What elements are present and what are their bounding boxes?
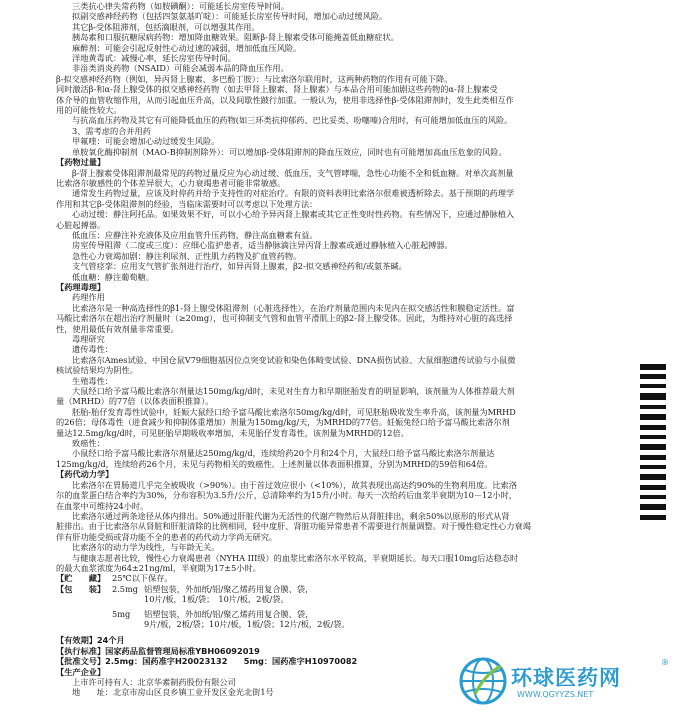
- section-heading: 【有效期】24个月: [56, 635, 125, 646]
- text-line: 同时激活β-和α-肾上腺受体的拟交感神经药物（如去甲肾上腺素、肾上腺素）与本品合用可能加剧这些药物的α-肾上腺素受: [56, 84, 498, 95]
- text-line: 其它β-受体阻滞剂，包括滴眼剂，可以增强其作用。: [72, 21, 260, 32]
- text-line: 急性心力衰竭加剧：静注利尿剂、正性肌力药物及扩血管药物。: [72, 250, 302, 261]
- text-line: 脏排出。由于比索洛尔从肾脏和肝脏清除的比例相同，轻中度肝、肾脏功能异常患者不需要进行剂量调整。对于慢性稳定性心力衰竭: [56, 521, 531, 532]
- text-line: 3、需考虑的合并用药: [72, 125, 151, 136]
- text-line: 的最大血浆浓度为64±21ng/ml，半衰期为17±5小时。: [56, 562, 261, 573]
- packaging-text: 铝塑包装，外加纸/铝/聚乙烯药用复合膜、袋，: [144, 608, 314, 619]
- text-line: 拟副交感神经药物（包括四氢氨基吖啶）：可能延长房室传导时间，增加心动过缓风险。: [72, 11, 388, 22]
- section-heading: 【药理毒理】: [56, 281, 106, 292]
- registered-mark: ®: [661, 658, 669, 667]
- barcode-bar: [640, 455, 666, 460]
- packaging-row: [56, 584, 622, 594]
- barcode-bar: [640, 515, 666, 520]
- text-line: 量（MRHD）的77倍（以体表面积推算）。: [56, 396, 214, 407]
- packaging-spec: 2.5mg: [112, 583, 139, 594]
- text-line: 药理作用: [72, 292, 105, 303]
- side-barcode: [640, 364, 666, 524]
- text-line: 毒理研究: [72, 334, 105, 344]
- text-line: 比索洛尔是一种高选择性的β1-肾上腺受体阻滞剂（心脏选择性），在治疗剂量范围内未见内在拟交感活性和膜稳定活性。富: [72, 302, 515, 313]
- text-line: 比索洛尔敏感性的个体差异很大，心力衰竭患者可能非常敏感。: [56, 177, 286, 188]
- barcode-bar: [640, 504, 666, 510]
- text-line: 量达12.5mg/kg/d时，可见胚胎早期吸收率增加，未见胎仔发育毒性，该剂量为MRHD的12倍。: [56, 427, 409, 438]
- text-line: 心脏起搏器。: [56, 219, 106, 230]
- text-line: 致癌性：: [72, 438, 105, 449]
- text-line: 作用和其它β-受体阻滞剂的经验，当临床需要时可以考虑以下处理方法：: [56, 198, 318, 209]
- barcode-bar: [640, 425, 666, 430]
- text-line: 地 址：北京市房山区良乡镇工业开发区金光北街1号: [72, 687, 274, 698]
- insert-body: [56, 1, 622, 573]
- packaging-row: [56, 609, 622, 619]
- packaging-spec: 5mg: [112, 608, 131, 619]
- text-line: 麻醉剂：可能会引起反射性心动过速的减弱，增加低血压风险。: [72, 42, 302, 53]
- section-heading: 【执行标准】国家药品监督管理局标准YBH06092019: [56, 645, 260, 656]
- text-line: 遗传毒性：: [72, 344, 113, 355]
- text-line: 用的可能性较大。: [56, 105, 122, 116]
- packaging-row: [56, 619, 622, 629]
- storage-row: [56, 573, 622, 583]
- barcode-bar: [640, 465, 666, 469]
- text-line: 支气管痉挛：应用支气管扩张剂进行治疗，如异丙肾上腺素，β2-拟交感神经药和/或氨茶碱。: [72, 261, 407, 272]
- packaging-text: 9片/板，2板/袋；10片/板，1板/袋；12片/板，2板/袋。: [144, 618, 350, 629]
- text-line: 低血糖：静注葡萄糖。: [72, 271, 154, 282]
- text-line: 甲氟喹：可能会增加心动过缓发生风险。: [72, 136, 220, 147]
- text-line: 125mg/kg/d，连续给药26个月，未见与药物相关的致癌性。上述剂量以体表面积推算，分别为MRHD的59倍和64倍。: [56, 458, 493, 469]
- text-line: 生殖毒性：: [72, 375, 113, 386]
- storage-label: 【贮 藏】: [56, 573, 106, 584]
- barcode-bar: [640, 495, 666, 499]
- text-line: 核试验结果均为阴性。: [56, 365, 138, 376]
- text-line: 通常发生药物过量，应该及时停药并给予支持性的对症治疗。有限的资料表明比索洛尔很难被透析除去。基于预期的药理学: [72, 188, 515, 199]
- watermark-logo: [455, 654, 675, 708]
- text-line: 的26倍；母体毒性（进食减少和抑制体重增加）剂量为150mg/kg/天，为MRHD的77倍。妊娠兔经口给予富马酸比索洛尔剂: [56, 417, 510, 428]
- packaging-text: 铝塑包装，外加纸/铝/聚乙烯药用复合膜、袋，: [144, 583, 314, 594]
- text-line: 在血浆中可维持24小时。: [56, 500, 149, 511]
- text-line: 胰岛素和口服抗糖尿病药物：增加降血糖效果。阻断β-肾上腺素受体可能掩盖低血糖症状。: [72, 32, 399, 43]
- globe-icon: [455, 654, 511, 708]
- text-line: 尔的血浆蛋白结合率约为30%，分布容积为3.5升/公斤，总清除率约为15升/小时。每天一次给药后血浆半衰期为10－12小时，: [56, 490, 517, 501]
- text-line: 马酸比索洛尔在超出治疗剂量时（≥20mg），也可抑制支气管和血管平滑肌上的β2-肾上腺受体。因此，为维持对心脏的高选择: [56, 313, 513, 324]
- text-line: 比索洛尔在胃肠道几乎完全被吸收（>90%）。由于首过效应很小（<10%），故其表现出高达约90%的生物利用度。比索洛: [72, 479, 517, 490]
- barcode-bar: [640, 405, 666, 409]
- packaging-spec: [112, 619, 144, 629]
- text-line: 心动过缓：静注阿托品。如果效果不好，可以小心给予异丙肾上腺素或其它正性变时性药物。有些情况下，应通过静脉植入: [72, 209, 515, 220]
- barcode-bar: [640, 474, 666, 480]
- packaging-text: 10片/板，1板/袋； 10片/板，2板/袋。: [144, 594, 289, 605]
- logo-url: WWW.QGYYZS.NET: [517, 690, 594, 699]
- packaging-spec: [112, 594, 144, 604]
- section-heading: 【生产企业】: [56, 666, 106, 677]
- text-line: 上市许可持有人：北京华素制药股份有限公司: [72, 677, 236, 687]
- text-line: 大鼠经口给予富马酸比索洛尔剂量达150mg/kg/d时，未见对生育力和早期胚胎发育的明显影响，该剂量为人体推荐最大剂: [72, 386, 515, 397]
- text-line: 与抗高血压药物及其它有可能降低血压的药物(如三环类抗抑郁药、巴比妥类、吩噻嗪)合用时，有可能增加低血压的风险。: [72, 115, 513, 126]
- text-line: β-拟交感神经药物（例如，异丙肾上腺素、多巴酚丁胺）：与比索洛尔联用时，这两种药物的作用有可能下降。: [56, 73, 453, 84]
- text-line: 体介导的血管收缩作用，从而引起血压升高，以及间歇性跛行加重。一般认为，使用非选择性β-受体阻滞剂时，发生此类相互作: [56, 94, 514, 105]
- text-line: 洋地黄毒甙：减慢心率，延长房室传导时间。: [72, 53, 236, 64]
- text-line: 单胺氧化酶抑制剂（MAO-B抑制剂除外）：可以增加β-受体阻滞剂的降血压效应，同时也有可能增加高血压危象的风险。: [72, 146, 507, 157]
- text-line: 三类抗心律失常药物（如胺碘酮）：可能延长房室传导时间。: [72, 1, 289, 11]
- text-line: β-肾上腺素受体阻滞剂最常见的药物过量反应为心动过缓、低血压，支气管哮喘，急性心功能不全和低血糖。对单次高剂量: [72, 167, 514, 178]
- text-line: 比索洛尔通过两条途径从体内排出。50%通过肝脏代谢为无活性的代谢产物然后从肾脏排出，剩余50%以原形的形式从肾: [72, 510, 510, 521]
- storage-value: 25℃以下保存。: [112, 573, 173, 584]
- text-line: 胚胎-胎仔发育毒性试验中，妊娠大鼠经口给予富马酸比索洛尔50mg/kg/d时，可见胚胎吸收发生率升高，该剂量为MRHD: [72, 406, 516, 417]
- packaging-row: [56, 594, 622, 604]
- logo-name: 环球医药网: [511, 666, 621, 690]
- barcode-bar: [640, 374, 666, 379]
- barcode-bar: [640, 414, 666, 420]
- packaging-label: 【包 装】: [56, 583, 106, 594]
- barcode-bar: [640, 393, 666, 400]
- section-heading: 【批准文号】2.5mg：国药准字H20023132 5mg：国药准字H10970082: [56, 656, 358, 667]
- section-heading: 【药物过量】: [56, 157, 106, 168]
- text-line: 小鼠经口给予富马酸比索洛尔剂量达250mg/kg/d，连续给药20个月和24个月，大鼠经口给予富马酸比索洛尔剂量达: [72, 448, 495, 459]
- barcode-bar: [640, 435, 666, 439]
- barcode-bar: [640, 364, 666, 370]
- text-line: 伴有肝功能受损或肾功能不全的患者的药代动力学尚无研究。: [56, 531, 278, 542]
- text-line: 比索洛尔Ames试验、中国仓鼠V79细胞基因位点突变试验和染色体畸变试验、DNA损伤试验、大鼠细胞遗传试验与小鼠微: [72, 354, 516, 365]
- text-line: 性，使用最低有效剂量非常重要。: [56, 323, 179, 334]
- package-insert-text: [56, 1, 622, 698]
- section-heading: 【药代动力学】: [56, 469, 114, 480]
- text-line: 与健康志愿者比较，慢性心力衰竭患者（NYHA III级）的血浆比索洛尔水平较高，半衰期延长。每天口服10mg后达稳态时: [72, 552, 519, 563]
- barcode-bar: [640, 444, 666, 450]
- text-line: 比索洛尔的动力学为线性，与年龄无关。: [72, 542, 220, 553]
- text-line: 低血压：应静注补充液体及应用血管升压药物，静注高血糖素有益。: [72, 229, 318, 240]
- text-line: 房室传导阻滞（二度或三度）：应细心监护患者，适当静脉滴注异丙肾上腺素或通过静脉植入心脏起搏器。: [72, 240, 453, 251]
- text-line: 非甾类消炎药物（NSAID）可能会减弱本品的降血压作用。: [72, 63, 289, 74]
- barcode-bar: [640, 485, 666, 490]
- barcode-bar: [640, 384, 666, 388]
